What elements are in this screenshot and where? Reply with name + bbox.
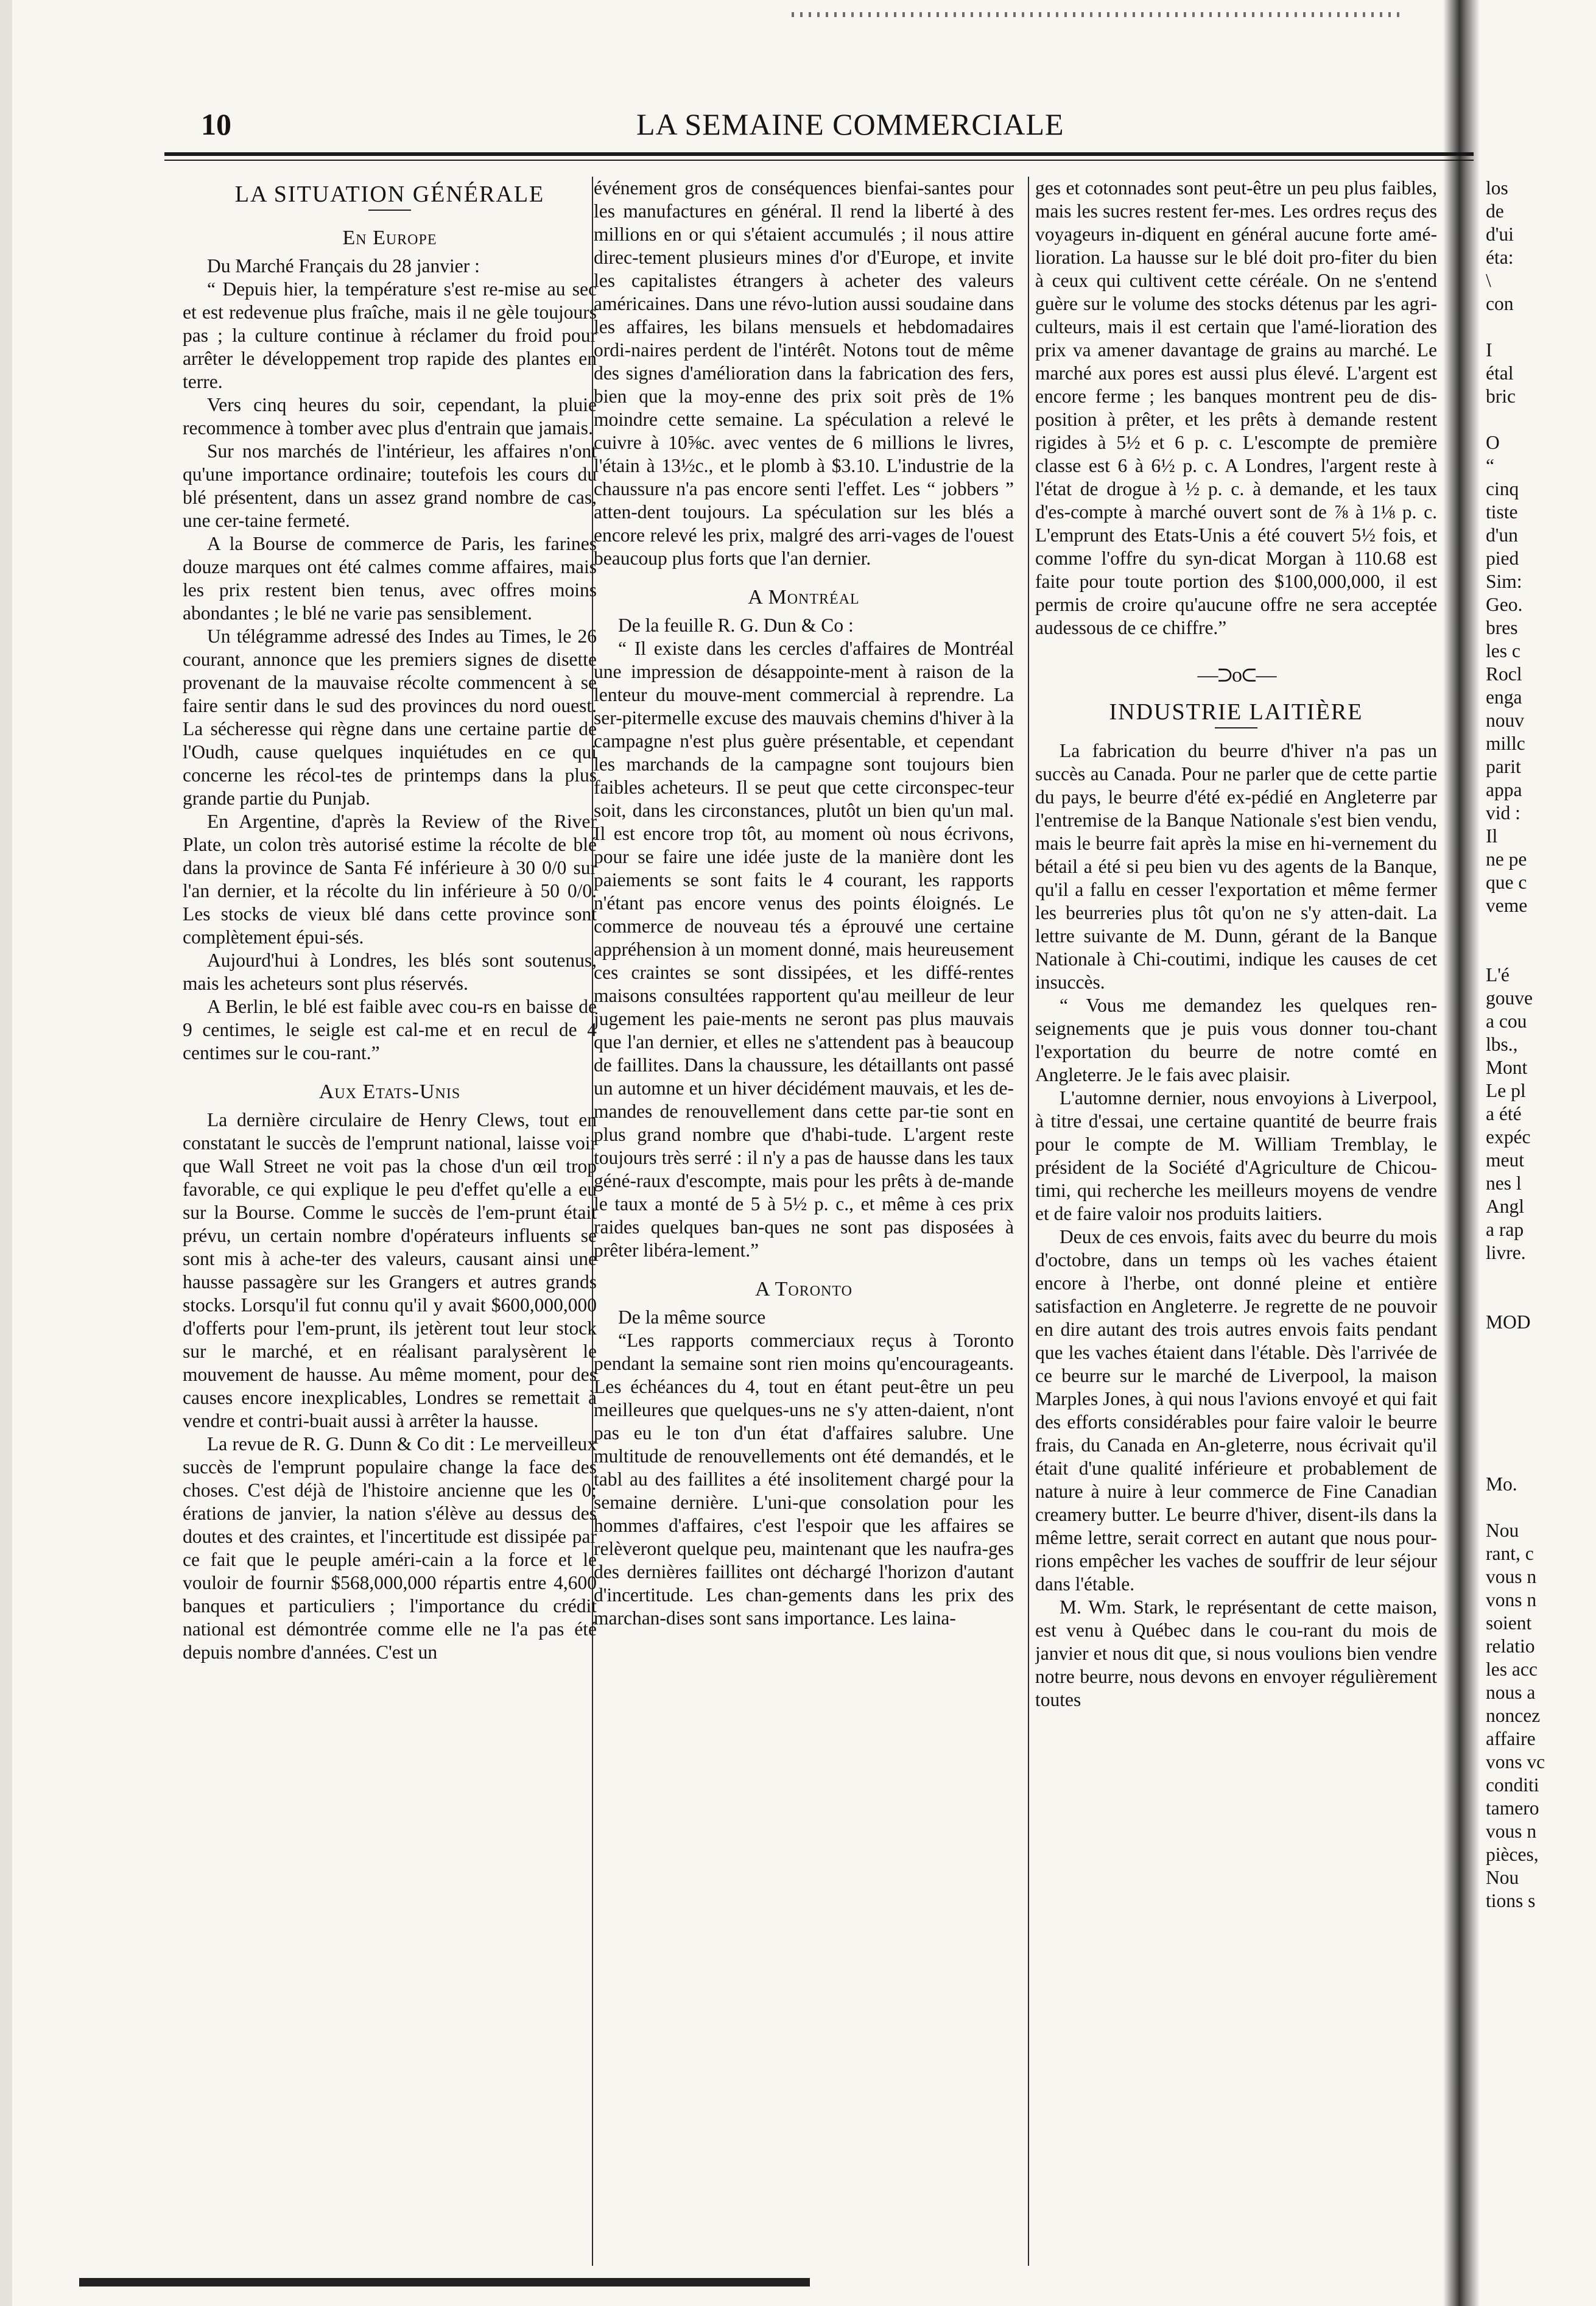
cropped-line: a cou <box>1486 1010 1527 1032</box>
paragraph: événement gros de conséquences bienfai-santes pour les manufactures en général. Il rend la liberté à des millions en or qui s'étaient accumulés ; il nous attire direc-tement plusieurs mines d'or d'Europe, et invite les capitalistes étrangers à acheter des valeurs américaines. Dans une révo-lution aussi soudaine dans les affaires, les bilans mensuels et hebdomadaires ordi-naires perdent de l'intérêt. Notons tout de même des signes d'amélioration dans la fabrication des fers, bien que la moy-enne des prix soit près de 1% moindre cette semaine. La spéculation a relevé le cuivre à 10⅝c. avec ventes de 6 millions le livres, l'étain à 13½c., et le plomb à $3.10. L'industrie de la chaussure n'a pas encore senti l'effet. Les “ jobbers ” atten-dent toujours. La spéculation sur les blés a encore relevé les prix, malgré des arri-vages de l'ouest beaucoup plus forts que l'an dernier. <box>594 177 1014 569</box>
cropped-line: conditi <box>1486 1774 1539 1796</box>
cropped-line: nes l <box>1486 1172 1522 1194</box>
cropped-line: Le pl <box>1486 1080 1526 1101</box>
section-heading: En Europe <box>342 227 437 249</box>
paragraph: Sur nos marchés de l'intérieur, les affaires n'ont qu'une importance ordinaire; toutefois les cours du blé présentent, dans un assez grand nombre de cas, une cer-taine fermeté. <box>183 440 597 531</box>
cropped-line <box>1486 1496 1596 1519</box>
column-4-cropped <box>1486 177 1596 2260</box>
cropped-line: les c <box>1486 640 1520 661</box>
cropped-line <box>1486 1288 1596 1311</box>
paragraph: L'automne dernier, nous envoyions à Liverpool, à titre d'essai, une certaine quantité de beurre frais pour le compte de M. William Tremblay, le président de la Société d'Agriculture de Chicou-timi, qui recherche les meilleurs moyens de vendre et de faire valoir nos produits laitiers. <box>1035 1087 1437 1224</box>
cropped-line: a été <box>1486 1103 1522 1124</box>
page-number: 10 <box>201 107 231 141</box>
cropped-line: tamero <box>1486 1797 1539 1819</box>
cropped-line: pied <box>1486 548 1519 569</box>
cropped-line: con <box>1486 293 1514 314</box>
cropped-line: a rap <box>1486 1219 1524 1240</box>
cropped-line: enga <box>1486 686 1522 708</box>
cropped-line: relatio <box>1486 1635 1535 1657</box>
left-scan-margin <box>0 0 12 2306</box>
paragraph: Un télégramme adressé des Indes au Times, le 26 courant, annonce que les premiers signes de disette provenant de la mauvaise récolte commencent à se faire sentir dans le sud des provinces du nord ouest. La sécheresse qui règne dans une certaine partie de l'Oudh, cause quelques inquiétudes en ce qui concerne les récol-tes de printemps dans la plus grande partie du Punjab. <box>183 626 597 809</box>
header-rule-thin <box>164 160 1474 161</box>
paragraph: “ Vous me demandez les quelques ren-seignements que je puis vous donner tou-chant l'exportation du beurre de notre comté en Angleterre. Je le fais avec plaisir. <box>1035 995 1437 1085</box>
cropped-line: nous a <box>1486 1682 1536 1703</box>
cropped-line: d'un <box>1486 524 1518 546</box>
paragraph: ges et cotonnades sont peut-être un peu plus faibles, mais les sucres restent fer-mes. Les ordres reçus des voyageurs in-diquent en général aucune forte amé-lioration. La hausse sur le blé doit pro-fiter du bien à ceux qui cultivent cette céréale. On ne s'entend guère sur le volume des stocks détenus par les agri-culteurs, mais il est certain que l'amé-lioration des prix va amener davantage de grains au marché. Le marché aux pores est aussi plus élevé. L'argent est encore ferme ; les banques montrent peu de dis-position à prêter, et les prêts à demande restent rigides à 5½ et 6 p. c. L'escompte de première classe est 6 à 6½ p. c. A Londres, l'argent reste à l'état de drogue à ½ p. c. à demande, et les taux d'es-compte à marché ouvert sont de ⅞ à 1⅛ p. c. L'emprunt des Etats-Unis a été couvert 5½ fois, et comme l'offre du syn-dicat Morgan à 110.68 est faite pour toute portion des $100,000,000, il est permis de croire qu'aucune offre ne sera acceptée audessous de ce chiffre.” <box>1035 177 1437 638</box>
cropped-line: appa <box>1486 779 1522 800</box>
article-title: LA SITUATION GÉNÉRALE <box>234 182 545 207</box>
cropped-line: Rocl <box>1486 663 1522 685</box>
cropped-line: les acc <box>1486 1659 1538 1680</box>
paragraph: Aujourd'hui à Londres, les blés sont soutenus, mais les acheteurs sont plus réservés. <box>183 950 597 994</box>
cropped-line: Il <box>1486 825 1498 847</box>
paragraph: De la même source <box>618 1306 766 1328</box>
header-rule <box>164 152 1474 156</box>
paragraph: La dernière circulaire de Henry Clews, tout en constatant le succès de l'emprunt national, laisse voir que Wall Street ne voit pas la chose d'un œil trop favorable, ce qui explique le peu d'effet qu'elle a eu sur la Bourse. Comme le succès de l'em-prunt était prévu, un certain nombre d'opérateurs influents se sont mis à ache-ter des valeurs, causant ainsi une hausse passagère sur les Grangers et autres grands stocks. Lorsqu'il fut connu qu'il y avait $600,000,000 d'offerts pour l'em-prunt, ils jetèrent tout leur stock sur le marché, et en réalisant paralysèrent le mouvement de hausse. Au même moment, pour des causes encore inexplicables, Londres se remettait à vendre et contri-buait aussi à arrêter la hausse. <box>183 1109 597 1431</box>
cropped-line: los <box>1486 177 1508 199</box>
title-dash <box>368 210 411 211</box>
cropped-line: expéc <box>1486 1126 1531 1148</box>
paragraph: Du Marché Français du 28 janvier : <box>207 255 480 277</box>
scan-noise <box>792 12 1401 17</box>
cropped-line: millc <box>1486 733 1525 754</box>
ornament-divider: —⊃o⊂— <box>1197 664 1275 686</box>
cropped-line: soient <box>1486 1612 1532 1634</box>
cropped-line: affaire <box>1486 1728 1536 1749</box>
column-3 <box>1035 177 1437 2260</box>
cropped-line: bres <box>1486 617 1518 638</box>
paragraph: De la feuille R. G. Dun & Co : <box>618 615 854 636</box>
cropped-line: \ <box>1486 270 1491 291</box>
column-1 <box>183 177 597 2260</box>
cropped-line: pièces, <box>1486 1844 1539 1865</box>
cropped-line <box>1486 408 1596 431</box>
cropped-line: Mo. <box>1486 1473 1517 1495</box>
cropped-line: Angl <box>1486 1196 1524 1217</box>
paragraph: M. Wm. Stark, le représentant de cette maison, est venu à Québec dans le cou-rant du mois de janvier et nous dit que, si nous voulions bien vendre notre beurre, nous devons en envoyer régulièrement toutes <box>1035 1596 1437 1710</box>
cropped-line: vid : <box>1486 802 1520 823</box>
cropped-line: I <box>1486 339 1492 361</box>
cropped-line <box>1486 1450 1596 1473</box>
paragraph: Vers cinq heures du soir, cependant, la pluie recommence à tomber avec plus d'entrain que jamais. <box>183 394 597 439</box>
cropped-line: d'ui <box>1486 224 1514 245</box>
cropped-line <box>1486 917 1596 940</box>
cropped-line: “ <box>1486 455 1494 476</box>
cropped-line: noncez <box>1486 1705 1541 1726</box>
paragraph: “Les rapports commerciaux reçus à Toronto pendant la semaine sont rien moins qu'encourageants. Les échéances du 4, tout en étant peut-être un peu meilleures que quelques-uns ne s'y atten-daient, n'ont pas eu le ton d'un état d'affaires salubre. Une multitude de renouvellements ont été demandés, et le tabl au des faillites a été insolitement chargé pour la semaine dernière. L'uni-que consolation pour les hommes d'affaires, c'est l'espoir que les affaires se relèveront quelque peu, maintenant que les naufra-ges des dernières faillites ont déchargé l'horizon d'autant d'incertitude. Les chan-gements dans les prix des marchan-dises sont sans importance. Les laina- <box>594 1330 1014 1629</box>
cropped-line <box>1486 1403 1596 1426</box>
paragraph: A la Bourse de commerce de Paris, les farines douze marques ont été calmes comme affaires, mais les prix restent bien tenus, avec offres moins abondantes ; le blé ne varie pas sensiblement. <box>183 533 597 624</box>
cropped-line: veme <box>1486 895 1528 916</box>
cropped-line: bric <box>1486 386 1516 407</box>
cropped-line: meut <box>1486 1149 1524 1171</box>
paragraph: Deux de ces envois, faits avec du beurre du mois d'octobre, dans un temps où les vaches étaient encore à l'herbe, ont donné pleine et entière satisfaction en Angleterre. Je regrette de ne pouvoir en dire autant des trois autres envois faits pendant que les vaches étaient dans l'étable. Dès l'arrivée de ce beurre sur le marché de Liverpool, la maison Marples Jones, à qui nous l'avions envoyé et qui fait des efforts considérables pour faire valoir le beurre frais, du Canada en An-gleterre, nous écrivait qu'il était d'une qualité inférieure et probablement de nature à nuire à leur commerce de Fine Canadian creamery butter. Le beurre d'hiver, disent-ils dans la même lettre, serait correct en autant que nous pour-rions empêcher les vaches de souffrir de leur séjour dans l'étable. <box>1035 1226 1437 1595</box>
cropped-line: Nou <box>1486 1867 1519 1888</box>
bottom-rule <box>79 2278 810 2287</box>
cropped-line: de <box>1486 200 1504 222</box>
title-dash <box>1215 727 1257 728</box>
section-heading: A Toronto <box>755 1278 852 1300</box>
cropped-line: rant, c <box>1486 1543 1534 1564</box>
cropped-line <box>1486 1357 1596 1380</box>
cropped-line: MOD <box>1486 1311 1531 1333</box>
cropped-line: éta: <box>1486 247 1514 268</box>
paragraph: “ Il existe dans les cercles d'affaires de Montréal une impression de désappointe-ment à raison de la lenteur du mouve-ment commercial à reprendre. La ser-pitermelle excuse des mauvais chemins d'hiver à la campagne n'est plus guère présentable, et cependant les marchands de la campagne sont toujours bien faibles acheteurs. Il se peut que cette circonspec-teur soit, dans les circonstances, plutôt un bien qu'un mal. Il est encore trop tôt, au moment où nous écrivons, pour se faire une idée juste de la manière dont les paiements se sont faits le 4 courant, les rapports n'étant pas encore venus des points éloignés. Le commerce de nouveau tés a éprouvé une certaine appréhension à un moment donné, mais heureusement ces craintes se sont dissipées, et les diffé-rentes maisons consultées rapportent qu'au meilleur de leur jugement les paie-ments ne seront pas plus mauvais que l'an dernier, et elles ne s'attendent pas à beaucoup de faillites. Dans la chaussure, les détaillants ont passé un automne et un hiver décidément mauvais, et les de-mandes de renouvellement dans cette par-tie sont en plus grand nombre que d'habi-tude. L'argent reste toujours très serré : il n'y a pas de hausse dans les taux géné-raux d'escompte, mais pour les prêts à de-mande le taux a monté de 5 à 5½ p. c., et même à ces prix raides quelques ban-ques ne sont pas disposées à prêter libéra-lement.” <box>594 638 1014 1261</box>
cropped-line: étal <box>1486 362 1514 384</box>
section-heading: Aux Etats-Unis <box>318 1081 461 1103</box>
cropped-line: vous n <box>1486 1566 1537 1587</box>
paragraph: A Berlin, le blé est faible avec cou-rs en baisse de 9 centimes, le seigle est cal-me et en recul de 4 centimes sur le cou-rant.” <box>183 996 597 1063</box>
paragraph: La fabrication du beurre d'hiver n'a pas un succès au Canada. Pour ne parler que de cette partie du pays, le beurre d'été ex-pédié en Angleterre par l'entremise de la Banque Nationale s'est bien vendu, mais le beurre fait après la mise en hi-vernement du bétail a été si peu bien vu des agents de la Banque, qu'il a fallu en cesser l'exportation et même fermer les beurreries plus tôt qu'on ne s'y atten-dait. La lettre suivante de M. Dunn, gérant de la Banque Nationale à Chi-coutimi, indique les causes de cet insuccès. <box>1035 740 1437 993</box>
cropped-line: L'é <box>1486 964 1510 986</box>
cropped-line: cinq <box>1486 478 1519 499</box>
cropped-line <box>1486 316 1596 339</box>
cropped-line <box>1486 1426 1596 1450</box>
cropped-line <box>1486 1380 1596 1403</box>
paragraph: En Argentine, d'après la Review of the River Plate, un colon très autorisé estime la récolte de blé dans la province de Santa Fé inférieure à 30 0/0 sur l'an dernier, et la récolte du lin inférieure à 50 0/0. Les stocks de vieux blé dans cette province sont complètement épui-sés. <box>183 811 597 948</box>
column-2 <box>594 177 1014 2260</box>
column-divider <box>1028 177 1029 2266</box>
cropped-line: vons vc <box>1486 1751 1545 1772</box>
paragraph: “ Depuis hier, la température s'est re-mise au sec et est redevenue plus fraîche, mais il ne gèle toujours pas ; la culture continue à réclamer du froid pour arrêter le développement trop rapide des plantes en terre. <box>183 278 597 392</box>
cropped-line: Geo. <box>1486 594 1523 615</box>
cropped-line: livre. <box>1486 1242 1526 1263</box>
cropped-line: parit <box>1486 756 1521 777</box>
cropped-line: tiste <box>1486 501 1518 523</box>
cropped-line: vons n <box>1486 1589 1537 1610</box>
cropped-line: tions s <box>1486 1890 1536 1911</box>
cropped-line: Nou <box>1486 1520 1519 1541</box>
cropped-line: que c <box>1486 872 1527 893</box>
cropped-line <box>1486 1264 1596 1288</box>
article-title: INDUSTRIE LAITIÈRE <box>1109 699 1363 725</box>
cropped-line: ne pe <box>1486 848 1527 870</box>
cropped-line <box>1486 940 1596 964</box>
section-heading: A Montréal <box>748 586 860 608</box>
cropped-line <box>1486 1334 1596 1357</box>
cropped-line: Sim: <box>1486 571 1522 592</box>
binding-shadow <box>1443 0 1480 2306</box>
masthead: LA SEMAINE COMMERCIALE <box>636 107 1064 141</box>
paragraph: La revue de R. G. Dunn & Co dit : Le merveilleux succès de l'emprunt populaire change la face des choses. C'est déjà de l'histoire ancienne que les 0; érations de janvier, la nation s'élève au dessus des doutes et des craintes, et l'incertitude est dissipée par ce fait que le peuple améri-cain a la force et le vouloir de fournir $568,000,000 répartis entre 4,600 banques et particuliers ; l'importance du crédit national est démontrée comme elle ne l'a pas été depuis nombre d'années. C'est un <box>183 1433 597 1663</box>
cropped-line: lbs., <box>1486 1034 1518 1055</box>
cropped-line: O <box>1486 432 1500 453</box>
cropped-line: gouve <box>1486 987 1533 1009</box>
cropped-line: vous n <box>1486 1821 1537 1842</box>
cropped-line: nouv <box>1486 710 1524 731</box>
cropped-line: Mont <box>1486 1057 1528 1078</box>
